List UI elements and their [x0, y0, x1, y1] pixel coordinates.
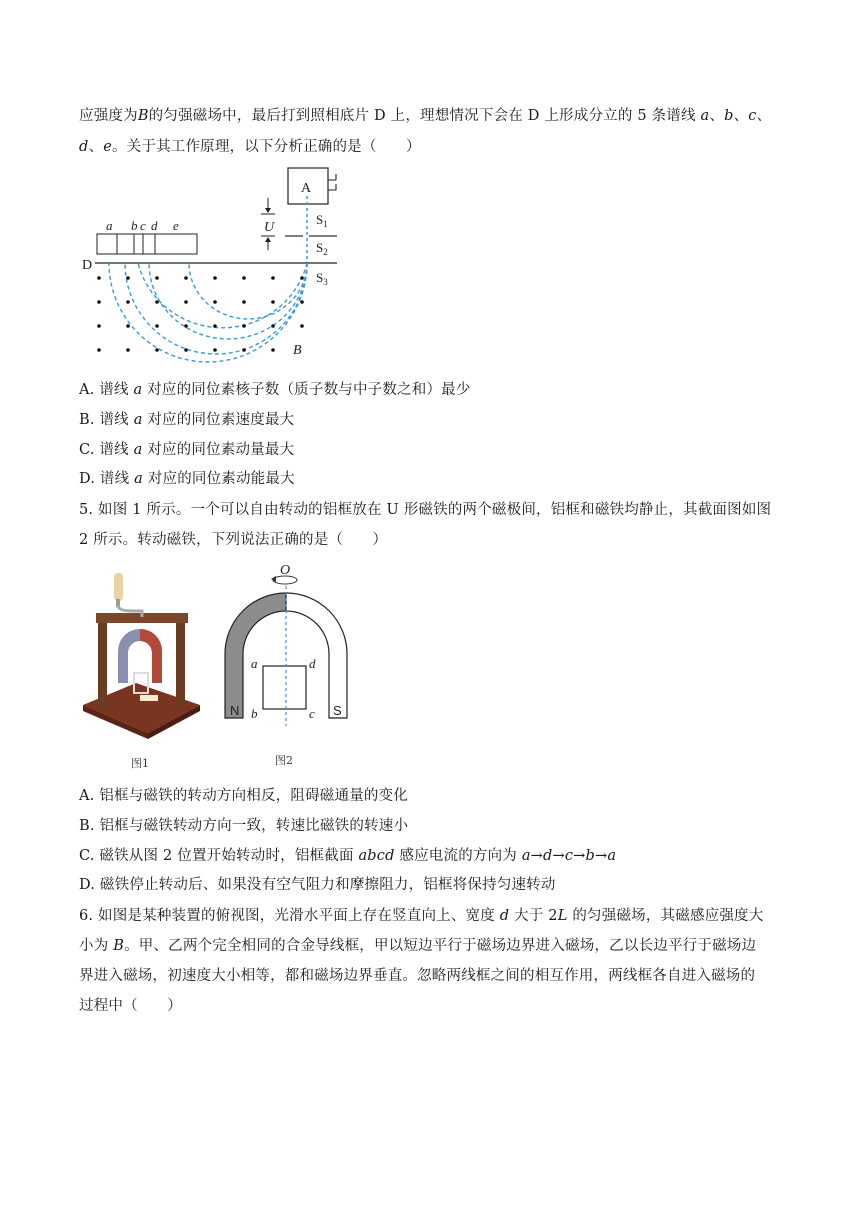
field-dot: [155, 324, 159, 328]
label-B: B: [293, 343, 302, 358]
field-dot: [300, 300, 304, 304]
q4-option-a: A. 谱线 a 对应的同位素核子数（质子数与中子数之和）最少: [79, 382, 471, 398]
q6-stem-line4: 过程中（ ）: [79, 998, 182, 1014]
q5-option-c: C. 磁铁从图 2 位置开始转动时，铝框截面 abcd 感应电流的方向为 a→d→c→b→a: [79, 848, 617, 864]
q5-option-d: D. 磁铁停止转动后、如果没有空气阻力和摩擦阻力，铝框将保持匀速转动: [79, 877, 556, 893]
q4-stem-line2: d、e。关于其工作原理，以下分析正确的是（ ）: [79, 139, 421, 155]
field-dot: [184, 276, 188, 280]
label-D: D: [82, 258, 93, 273]
pole-N-label: N: [230, 703, 240, 718]
field-dot: [242, 276, 246, 280]
q6-stem-line2: 小为 B。甲、乙两个完全相同的合金导线框，甲以短边平行于磁场边界进入磁场，乙以长边平行于磁场边: [79, 938, 757, 954]
q6-stem-line1: 6. 如图是某种装置的俯视图，光滑水平面上存在竖直向上、宽度 d 大于 2L 的匀强磁场，其磁感应强度大: [79, 908, 764, 924]
q5-stem-line1: 5. 如图 1 所示。一个可以自由转动的铝框放在 U 形磁铁的两个磁极间，铝框和磁铁均静止，其截面图如图: [79, 502, 772, 518]
line-label-e: e: [173, 218, 179, 233]
field-dot: [155, 300, 159, 304]
field-dot: [300, 276, 304, 280]
field-dot: [184, 324, 188, 328]
pole-S-label: S: [333, 703, 342, 718]
q4-stem-line1: 应强度为B的匀强磁场中，最后打到照相底片 D 上，理想情况下会在 D 上形成分立的 5 条谱线 a、b、c、: [79, 108, 772, 124]
field-dot: [97, 300, 101, 304]
field-dot: [213, 324, 217, 328]
line-label-b: b: [131, 218, 138, 233]
field-dot: [126, 300, 130, 304]
q5-option-b: B. 铝框与磁铁转动方向一致，转速比磁铁的转速小: [79, 818, 409, 834]
field-dot: [97, 348, 101, 352]
figure-2-cross-section: [218, 560, 358, 725]
field-dot: [213, 300, 217, 304]
field-dot: [242, 300, 246, 304]
label-A: A: [301, 181, 312, 196]
q4-option-c: C. 谱线 a 对应的同位素动量最大: [79, 442, 295, 458]
label-S2: $S_2$: [316, 240, 328, 257]
field-dot: [213, 276, 217, 280]
axis-O-label: O: [280, 563, 291, 578]
field-dot: [271, 276, 275, 280]
field-dot: [126, 348, 130, 352]
mass-spectrometer-figure: [75, 160, 355, 370]
field-dot: [97, 276, 101, 280]
q6-stem-line3: 界进入磁场，初速度大小相等，都和磁场边界垂直。忽略两线框之间的相互作用，两线框各自进入磁场的: [79, 968, 756, 984]
line-label-c: c: [140, 218, 146, 233]
field-dot: [184, 300, 188, 304]
field-dot: [271, 348, 275, 352]
figure-1-device: [78, 565, 203, 740]
line-label-a: a: [106, 218, 113, 233]
field-dot: [155, 276, 159, 280]
q4-option-d: D. 谱线 a 对应的同位素动能最大: [79, 471, 295, 487]
field-dot: [271, 300, 275, 304]
label-S1: $S_1$: [316, 212, 328, 229]
line-label-d: d: [151, 218, 158, 233]
q5-option-a: A. 铝框与磁铁的转动方向相反，阻碍磁通量的变化: [79, 788, 408, 804]
field-dot: [126, 276, 130, 280]
field-dot: [213, 348, 217, 352]
q5-stem-line2: 2 所示。转动磁铁，下列说法正确的是（ ）: [79, 532, 388, 548]
field-dot: [97, 324, 101, 328]
field-dot: [271, 324, 275, 328]
field-dot: [242, 324, 246, 328]
q4-option-b: B. 谱线 a 对应的同位素速度最大: [79, 412, 295, 428]
corner-b-label: b: [251, 706, 258, 721]
corner-d-label: d: [309, 656, 316, 671]
field-dot: [242, 348, 246, 352]
label-U: U: [264, 220, 275, 235]
field-dot: [155, 348, 159, 352]
corner-c-label: c: [309, 706, 315, 721]
label-S3: $S_3$: [316, 270, 328, 287]
corner-a-label: a: [251, 656, 258, 671]
figure-1-caption: 图1: [131, 757, 149, 770]
field-dot: [184, 348, 188, 352]
field-dot: [126, 324, 130, 328]
figure-2-caption: 图2: [275, 754, 293, 767]
field-dot: [300, 324, 304, 328]
